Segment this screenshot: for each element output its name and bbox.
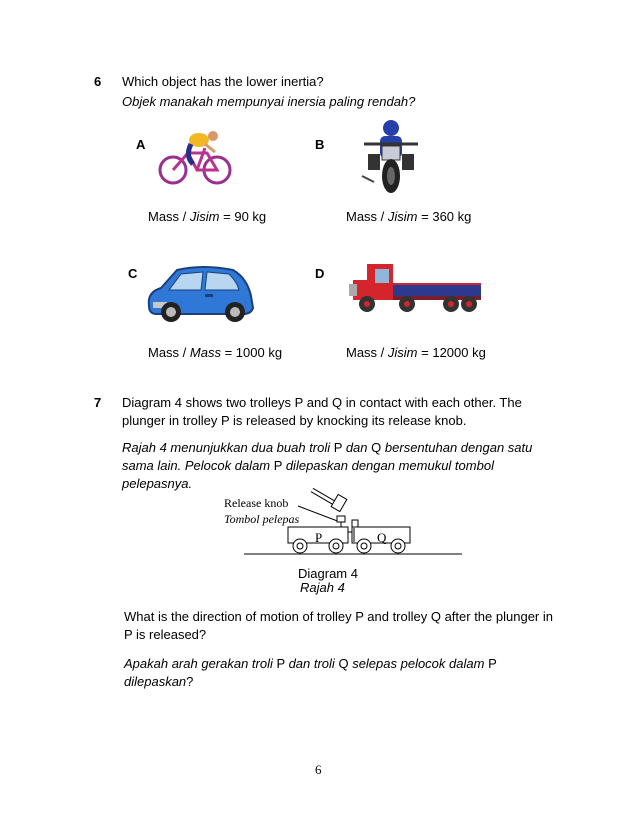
mass-value: = 360 kg — [421, 209, 472, 224]
mass-label: Mass — [346, 209, 378, 224]
q7-intro-ms-line3: pelepasnya. — [122, 476, 193, 491]
text-run: Q — [338, 656, 349, 671]
text-run: dilepaskan — [124, 674, 187, 689]
knob-label-en: Release knob — [224, 496, 289, 510]
text-run: dan — [345, 440, 368, 455]
q7-question-ms-line2 — [124, 674, 193, 689]
q7-question-ms-line1 — [124, 656, 497, 671]
mass-value: = 12000 kg — [421, 345, 486, 360]
text-run: sama lain. Pelocok dalam — [122, 458, 271, 473]
mass-label-ms: Mass — [189, 345, 221, 360]
q7-number: 7 — [94, 395, 102, 410]
option-a-mass: Mass / Jisim = 90 kg — [148, 209, 267, 224]
text-run: P — [276, 656, 285, 671]
knob-label-ms: Tombol pelepas — [224, 512, 300, 526]
text-run: P — [488, 656, 497, 671]
trolley-diagram — [240, 480, 465, 560]
q6-question-en: Which object has the lower inertia? — [122, 74, 324, 89]
option-c-letter: C — [128, 266, 138, 281]
mass-label: Mass — [148, 345, 180, 360]
diagram-caption-ms: Rajah 4 — [300, 580, 345, 595]
page-number: 6 — [315, 762, 322, 777]
q7-question-en-line1: What is the direction of motion of trolley P and trolley Q after the plunger in — [124, 609, 553, 624]
q7-intro-ms-line2 — [122, 458, 494, 473]
q7-intro-en-line1: Diagram 4 shows two trolleys P and Q in contact with each other. The — [122, 395, 522, 410]
q7-question-en-line2: P is released? — [124, 627, 207, 642]
motorcycle-icon — [360, 118, 422, 198]
text-run: dan troli — [288, 656, 335, 671]
q7-intro-ms-line1 — [122, 440, 532, 455]
q6-question-ms: Objek manakah mempunyai inersia paling rendah? — [122, 94, 416, 109]
mass-label-ms: Jisim — [387, 209, 418, 224]
diagram-caption-en: Diagram 4 — [298, 566, 358, 581]
option-b-letter: B — [315, 137, 325, 152]
text-run: P — [273, 458, 283, 473]
mass-label: Mass — [346, 345, 378, 360]
option-d-mass: Mass / Jisim = 12000 kg — [346, 345, 486, 360]
mass-value: = 1000 kg — [224, 345, 283, 360]
option-d-letter: D — [315, 266, 325, 281]
trolley-p-label: P — [315, 530, 323, 545]
q7-intro-en-line2: plunger in trolley P is released by knocking its release knob. — [122, 413, 467, 428]
hammer-icon — [312, 490, 347, 512]
mass-value: = 90 kg — [223, 209, 267, 224]
text-run: bersentuhan dengan satu — [384, 440, 533, 455]
bicycle-icon — [155, 126, 235, 186]
car-icon — [143, 262, 258, 324]
text-run: Rajah 4 menunjukkan dua buah troli — [122, 440, 331, 455]
text-run: dilepaskan dengan memukul tombol — [285, 458, 494, 473]
option-a-letter: A — [136, 137, 146, 152]
mass-label: Mass — [148, 209, 180, 224]
lorry-icon — [345, 260, 485, 320]
mass-label-ms: Jisim — [189, 209, 220, 224]
text-run: Q — [371, 440, 382, 455]
mass-label-ms: Jisim — [387, 345, 418, 360]
text-run: selepas pelocok dalam — [352, 656, 485, 671]
option-b-mass: Mass / Jisim = 360 kg — [346, 209, 472, 224]
text-run: ? — [186, 674, 194, 689]
trolley-q-label: Q — [377, 530, 387, 545]
q6-number: 6 — [94, 74, 102, 89]
text-run: Apakah arah gerakan troli — [124, 656, 273, 671]
option-c-mass: Mass / Mass = 1000 kg — [148, 345, 283, 360]
text-run: P — [333, 440, 343, 455]
